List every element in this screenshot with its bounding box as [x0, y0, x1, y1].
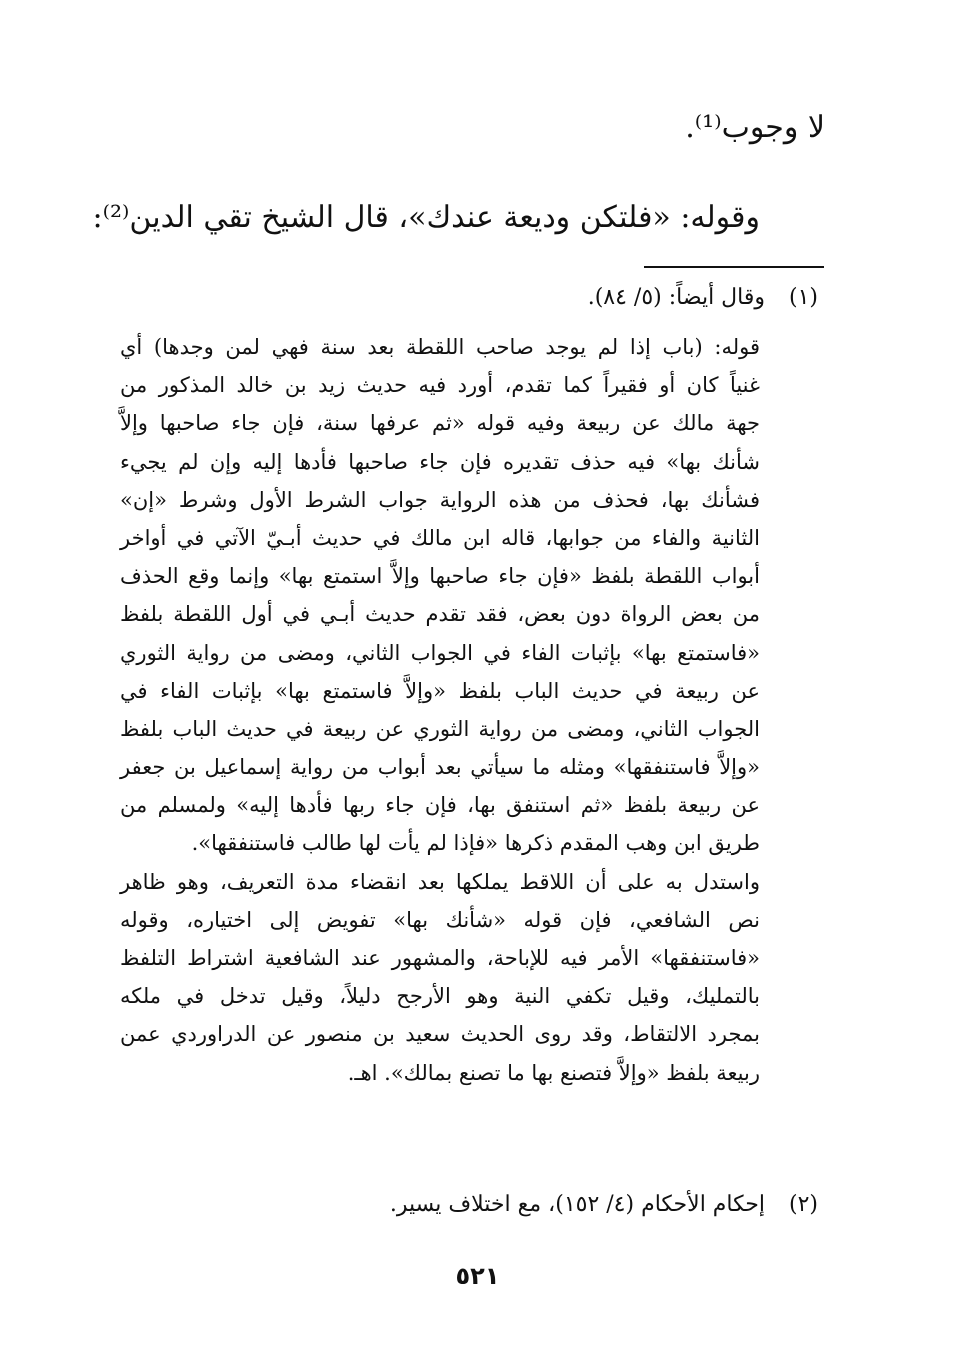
footnote-line: من بعض الرواة دون بعض، فقد تقدم حديث أبـي في أول اللقطة بلفظ — [120, 602, 760, 627]
page-number: ٥٢١ — [455, 1262, 500, 1290]
footnote-line: «فاستمتع بها» بإثبات الفاء في الجواب الثاني، ومضى من رواية الثوري — [120, 640, 760, 665]
footnote-line: غنياً كان أو فقيراً كما تقدم، أورد فيه حديث زيد بن خالد المذكور من — [120, 373, 760, 398]
footnote-line: الجواب الثاني، ومضى من رواية الثوري عن ربيعة في حديث الباب بلفظ — [120, 716, 760, 741]
footnote-2-marker: (٢) — [788, 1192, 818, 1217]
footnote-line: شأنك بها» فيه حذف تقديره فإن جاء صاحبها فأدها إليه وإن لم يجيء — [120, 449, 760, 474]
footnote-line: ربيعة بلفظ «وإلاَّ فتصنع بها ما تصنع بمالك». اهـ. — [347, 1060, 760, 1085]
footnote-1-marker: (١) — [788, 285, 818, 310]
main-text-line-2: وقوله: «فلتكن وديعة عندك»، قال الشيخ تقي الدين⁽²⁾: — [92, 200, 760, 235]
footnote-line: بمجرد الالتقاط، وقد روى الحديث سعيد بن منصور عن الدراوردي عمن — [120, 1022, 760, 1047]
footnote-line: طريق ابن وهب المقدم ذكرها «فإذا لم يأت لها طالب فاستنفقها». — [191, 831, 760, 856]
footnote-1-heading: وقال أيضاً: (٥/ ٨٤). — [587, 285, 765, 310]
footnote-line: نص الشافعي، فإن قوله «شأنك بها» تفويض إلى اختياره، وقوله — [120, 907, 760, 932]
footnote-line: بالتمليك، وقيل تكفي النية وهو الأرجح دليلاً، وقيل تدخل في ملكه — [120, 984, 760, 1009]
footnote-line: أبواب اللقطة بلفظ «فإن جاء صاحبها وإلاَّ استمتع بها» وإنما وقع الحذف — [120, 564, 760, 589]
footnote-1-body — [120, 328, 760, 1092]
footnote-line: واستدل به على أن اللاقط يملكها بعد انقضاء مدة التعريف، وهو ظاهر — [120, 869, 760, 894]
footnote-line: عن ربيعة بلفظ «ثم استنفق بها، فإن جاء ربها فأدها إليه» ولمسلم من — [120, 793, 760, 818]
footnote-line: «وإلاَّ فاستنفقها» ومثله ما سيأتي بعد أبواب من رواية إسماعيل بن جعفر — [120, 755, 760, 780]
footnote-2-heading: إحكام الأحكام (٤/ ١٥٢)، مع اختلاف يسير. — [389, 1192, 765, 1217]
footnote-separator — [644, 266, 824, 268]
main-text-line-1: لا وجوب⁽¹⁾. — [685, 110, 825, 145]
footnote-line: جهة مالك عن ربيعة وفيه قوله «ثم عرفها سنة، فإن جاء صاحبها وإلاَّ — [120, 411, 760, 436]
footnote-line: فشأنك بها، فحذف من هذه الرواية جواب الشرط الأول وشرط «إن» — [120, 487, 760, 512]
footnote-line: قوله: (باب إذا لم يوجد صاحب اللقطة بعد سنة فهي لمن وجدها) أي — [120, 335, 760, 359]
footnote-line: عن ربيعة في حديث الباب بلفظ «وإلاَّ فاستمتع بها» بإثبات الفاء في — [120, 678, 760, 703]
footnote-line: الثانية والفاء من جوابها، قاله ابن مالك في حديث أبـيّ الآتي في أواخر — [120, 525, 760, 550]
footnote-line: «فاستنفقها» الأمر فيه للإباحة، والمشهور عند الشافعية اشتراط التلفظ — [120, 946, 760, 970]
